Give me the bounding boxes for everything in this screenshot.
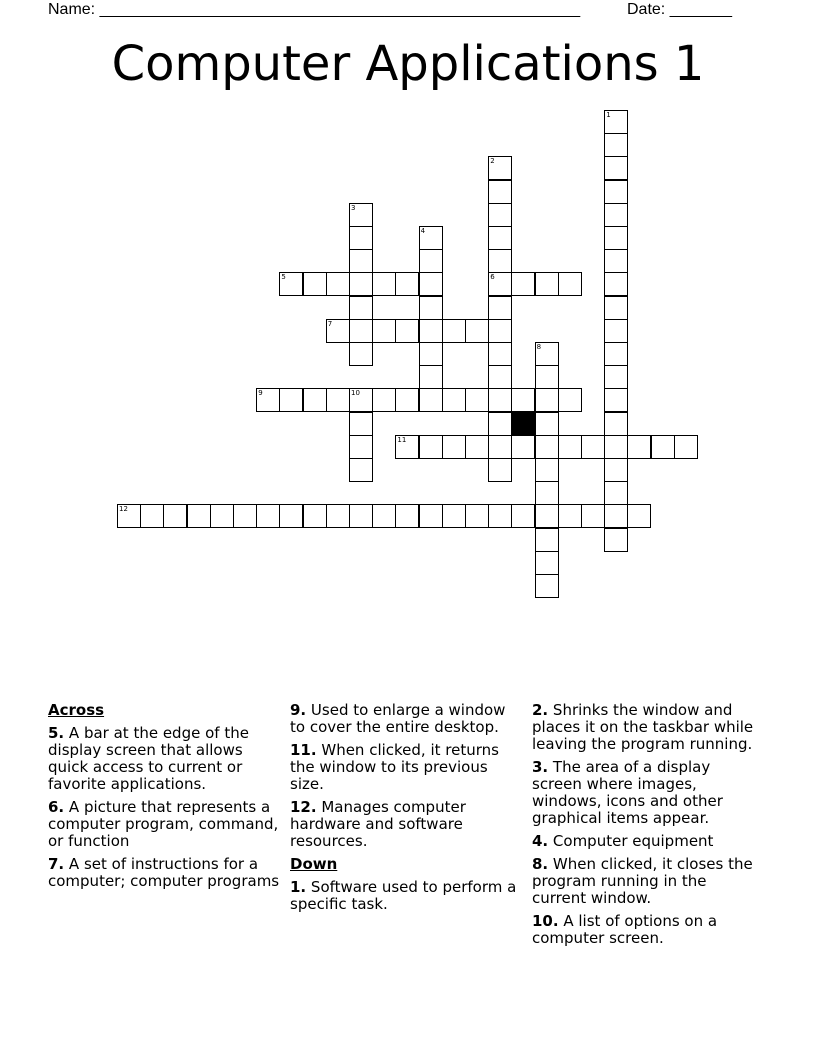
clue-down-3 [532, 759, 764, 827]
crossword-cell[interactable] [604, 272, 628, 296]
crossword-cell[interactable] [256, 504, 280, 528]
crossword-cell[interactable] [372, 388, 396, 412]
crossword-cell[interactable] [535, 528, 559, 552]
crossword-cell[interactable] [604, 504, 628, 528]
crossword-cell[interactable] [256, 388, 280, 412]
crossword-cell[interactable] [511, 272, 535, 296]
clue-text: When clicked, it returns the window to its previous size. [290, 741, 499, 793]
crossword-cell[interactable] [419, 342, 443, 366]
clues-column-1 [48, 702, 280, 896]
down-heading: Down [290, 855, 338, 873]
crossword-cell[interactable] [117, 504, 141, 528]
crossword-cell[interactable] [488, 319, 512, 343]
crossword-cell[interactable] [442, 319, 466, 343]
crossword-cell[interactable] [581, 504, 605, 528]
clue-text: The area of a display screen where images, windows, icons and other graphical items appear. [532, 758, 723, 827]
crossword-cell[interactable] [604, 528, 628, 552]
crossword-cell[interactable] [465, 435, 489, 459]
crossword-cell[interactable] [326, 319, 350, 343]
crossword-cell[interactable] [535, 551, 559, 575]
crossword-cell[interactable] [535, 504, 559, 528]
crossword-cell[interactable] [535, 412, 559, 436]
clue-text: Manages computer hardware and software resources. [290, 798, 466, 850]
crossword-cell[interactable] [419, 249, 443, 273]
crossword-cell[interactable] [349, 388, 373, 412]
crossword-cell[interactable] [488, 180, 512, 204]
crossword-cell[interactable] [372, 272, 396, 296]
clue-text: A picture that represents a computer program, command, or function [48, 798, 279, 850]
clue-across-7 [48, 856, 280, 890]
crossword-cell[interactable] [488, 504, 512, 528]
crossword-cell[interactable] [303, 504, 327, 528]
crossword-cell[interactable] [674, 435, 698, 459]
crossword-cell[interactable] [581, 435, 605, 459]
crossword-cell[interactable] [488, 272, 512, 296]
page-title: Computer Applications 1 [111, 36, 705, 92]
clue-across-12 [290, 799, 522, 850]
crossword-cell[interactable] [326, 504, 350, 528]
crossword-cell[interactable] [349, 342, 373, 366]
crossword-cell[interactable] [511, 435, 535, 459]
crossword-cell[interactable] [303, 272, 327, 296]
crossword-cell[interactable] [349, 504, 373, 528]
crossword-cell[interactable] [395, 435, 419, 459]
crossword-cell[interactable] [395, 388, 419, 412]
crossword-cell[interactable] [604, 365, 628, 389]
clue-text: Software used to perform a specific task. [290, 878, 517, 913]
crossword-cell[interactable] [326, 272, 350, 296]
crossword-cell[interactable] [488, 342, 512, 366]
clue-number: 6. [48, 798, 65, 816]
cell-number: 1 [606, 111, 611, 119]
clue-number: 8. [532, 855, 549, 873]
crossword-cell[interactable] [349, 226, 373, 250]
crossword-cell[interactable] [488, 156, 512, 180]
crossword-black-cell [511, 412, 535, 436]
crossword-cell[interactable] [535, 272, 559, 296]
crossword-cell[interactable] [488, 412, 512, 436]
crossword-cell[interactable] [488, 388, 512, 412]
clue-down-2 [532, 702, 764, 753]
crossword-cell[interactable] [395, 272, 419, 296]
cell-number: 10 [351, 389, 360, 398]
crossword-cell[interactable] [535, 481, 559, 505]
crossword-cell[interactable] [604, 249, 628, 273]
crossword-cell[interactable] [651, 435, 675, 459]
crossword-cell[interactable] [488, 458, 512, 482]
clue-number: 11. [290, 741, 317, 759]
crossword-cell[interactable] [604, 226, 628, 250]
crossword-cell[interactable] [419, 296, 443, 320]
crossword-cell[interactable] [535, 365, 559, 389]
crossword-cell[interactable] [349, 319, 373, 343]
crossword-cell[interactable] [535, 388, 559, 412]
crossword-cell[interactable] [465, 504, 489, 528]
date-line[interactable]: Date: _______ [627, 1, 732, 18]
clue-down-4 [532, 833, 764, 850]
crossword-cell[interactable] [604, 388, 628, 412]
crossword-cell[interactable] [349, 412, 373, 436]
clue-number: 2. [532, 701, 549, 719]
clue-text: A bar at the edge of the display screen that allows quick access to current or favorite applications. [48, 724, 249, 793]
clue-number: 3. [532, 758, 549, 776]
across-heading: Across [48, 701, 105, 719]
clue-across-9 [290, 702, 522, 736]
crossword-cell[interactable] [163, 504, 187, 528]
crossword-cell[interactable] [419, 504, 443, 528]
crossword-cell[interactable] [326, 388, 350, 412]
cell-number: 6 [490, 273, 495, 282]
crossword-cell[interactable] [604, 133, 628, 157]
crossword-cell[interactable] [419, 226, 443, 250]
crossword-cell[interactable] [465, 319, 489, 343]
clue-text: Computer equipment [552, 832, 714, 850]
cell-number: 9 [258, 389, 263, 398]
crossword-cell[interactable] [465, 388, 489, 412]
crossword-cell[interactable] [210, 504, 234, 528]
crossword-cell[interactable] [140, 504, 164, 528]
crossword-cell[interactable] [604, 296, 628, 320]
crossword-cell[interactable] [604, 481, 628, 505]
crossword-cell[interactable] [535, 435, 559, 459]
crossword-cell[interactable] [627, 504, 651, 528]
crossword-cell[interactable] [488, 203, 512, 227]
clue-number: 9. [290, 701, 307, 719]
crossword-cell[interactable] [279, 504, 303, 528]
clue-text: Shrinks the window and places it on the taskbar while leaving the program running. [532, 701, 754, 753]
crossword-cell[interactable] [558, 435, 582, 459]
crossword-cell[interactable] [488, 296, 512, 320]
crossword-cell[interactable] [604, 342, 628, 366]
clue-number: 5. [48, 724, 65, 742]
crossword-cell[interactable] [419, 388, 443, 412]
crossword-cell[interactable] [279, 272, 303, 296]
clue-down-10 [532, 913, 764, 947]
crossword-cell[interactable] [372, 504, 396, 528]
crossword-cell[interactable] [535, 458, 559, 482]
crossword-cell[interactable] [419, 365, 443, 389]
clue-text: When clicked, it closes the program running in the current window. [532, 855, 753, 907]
clue-text: Used to enlarge a window to cover the entire desktop. [290, 701, 506, 736]
crossword-cell[interactable] [419, 319, 443, 343]
clue-across-5 [48, 725, 280, 793]
crossword-cell[interactable] [558, 272, 582, 296]
crossword-cell[interactable] [395, 504, 419, 528]
crossword-cell[interactable] [558, 388, 582, 412]
crossword-cell[interactable] [442, 435, 466, 459]
cell-number: 5 [281, 273, 286, 282]
crossword-cell[interactable] [604, 458, 628, 482]
crossword-cell[interactable] [233, 504, 257, 528]
clue-down-1 [290, 879, 522, 913]
crossword-cell[interactable] [511, 388, 535, 412]
crossword-cell[interactable] [558, 504, 582, 528]
crossword-cell[interactable] [442, 388, 466, 412]
clue-number: 4. [532, 832, 549, 850]
clues-column-2 [290, 702, 522, 919]
crossword-cell[interactable] [604, 435, 628, 459]
crossword-cell[interactable] [349, 435, 373, 459]
cell-number: 8 [536, 343, 542, 351]
cell-number: 3 [351, 203, 356, 212]
clue-text: A set of instructions for a computer; computer programs [48, 855, 280, 890]
cell-number: 4 [420, 227, 426, 235]
clue-number: 12. [290, 798, 317, 816]
crossword-cell[interactable] [511, 504, 535, 528]
crossword-cell[interactable] [604, 319, 628, 343]
crossword-cell[interactable] [349, 458, 373, 482]
crossword-cell[interactable] [488, 249, 512, 273]
crossword-cell[interactable] [488, 435, 512, 459]
crossword-cell[interactable] [279, 388, 303, 412]
crossword-cell[interactable] [349, 272, 373, 296]
crossword-cell[interactable] [488, 226, 512, 250]
clue-text: A list of options on a computer screen. [532, 912, 718, 947]
crossword-cell[interactable] [187, 504, 211, 528]
crossword-cell[interactable] [349, 296, 373, 320]
crossword-cell[interactable] [604, 110, 628, 134]
cell-number: 2 [490, 157, 495, 166]
clue-across-6 [48, 799, 280, 850]
cell-number: 11 [397, 435, 407, 444]
clues-column-3 [532, 702, 764, 953]
crossword-cell[interactable] [349, 203, 373, 227]
crossword-cell[interactable] [395, 319, 419, 343]
crossword-cell[interactable] [442, 504, 466, 528]
crossword-cell[interactable] [488, 365, 512, 389]
crossword-cell[interactable] [604, 156, 628, 180]
crossword-cell[interactable] [604, 180, 628, 204]
clue-down-8 [532, 856, 764, 907]
crossword-cell[interactable] [604, 412, 628, 436]
clue-across-11 [290, 742, 522, 793]
crossword-cell[interactable] [372, 319, 396, 343]
name-line[interactable]: Name: ______________________________________________________ [48, 1, 581, 18]
cell-number: 7 [327, 319, 333, 328]
crossword-cell[interactable] [419, 435, 443, 459]
crossword-cell[interactable] [627, 435, 651, 459]
crossword-cell[interactable] [349, 249, 373, 273]
crossword-cell[interactable] [604, 203, 628, 227]
cell-number: 12 [119, 505, 128, 514]
crossword-cell[interactable] [303, 388, 327, 412]
crossword-cell[interactable] [419, 272, 443, 296]
clue-number: 10. [532, 912, 559, 930]
clue-number: 1. [290, 878, 307, 896]
clue-number: 7. [48, 855, 65, 873]
crossword-cell[interactable] [535, 574, 559, 598]
crossword-cell[interactable] [535, 342, 559, 366]
